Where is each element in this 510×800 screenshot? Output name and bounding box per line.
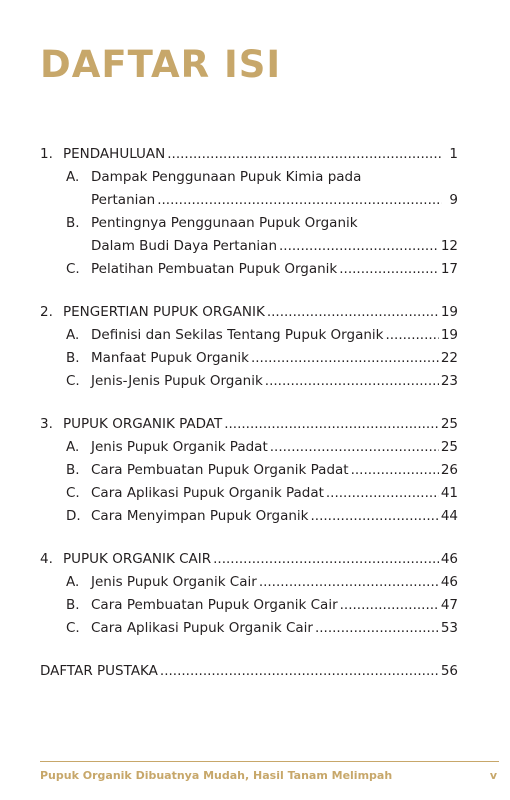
- toc-subsection-label: Cara Aplikasi Pupuk Organik Cair: [91, 620, 313, 636]
- toc-subsection-letter: A.: [66, 327, 80, 343]
- leader-dots: [340, 594, 439, 617]
- toc-subsection-3c[interactable]: [40, 482, 458, 505]
- toc-subsection-letter: A.: [66, 574, 80, 590]
- toc-page-number: 26: [440, 462, 458, 478]
- toc-page-number: 41: [440, 485, 458, 501]
- toc-page-number: 53: [440, 620, 458, 636]
- leader-dots: [315, 617, 439, 640]
- leader-dots: [326, 482, 439, 505]
- toc-subsection-label: Cara Pembuatan Pupuk Organik Cair: [91, 597, 338, 613]
- toc-subsection-letter: B.: [66, 462, 80, 478]
- toc-subsection-letter: B.: [66, 215, 80, 231]
- toc-subsection-2a[interactable]: [40, 324, 458, 347]
- toc-page-number: 1: [449, 146, 458, 162]
- toc-subsection-label: Jenis-Jenis Pupuk Organik: [91, 373, 263, 389]
- toc-section-label: PENDAHULUAN: [63, 146, 166, 162]
- toc-section-2[interactable]: [40, 301, 458, 324]
- toc-subsection-3a[interactable]: [40, 436, 458, 459]
- toc-subsection-4a[interactable]: [40, 571, 458, 594]
- toc-subsection-1b-cont[interactable]: [40, 235, 458, 258]
- toc-page-number: 19: [440, 304, 458, 320]
- leader-dots: [385, 324, 438, 347]
- toc-section-4[interactable]: [40, 548, 458, 571]
- toc-subsection-4c[interactable]: [40, 617, 458, 640]
- leader-dots: [259, 571, 439, 594]
- leader-dots: [311, 505, 439, 528]
- leader-dots: [339, 258, 439, 281]
- toc-subsection-label: Cara Menyimpan Pupuk Organik: [91, 508, 309, 524]
- toc-subsection-letter: C.: [66, 261, 80, 277]
- toc-page-number: 19: [440, 327, 458, 343]
- toc-subsection-3d[interactable]: [40, 505, 458, 528]
- leader-dots: [270, 436, 439, 459]
- toc-subsection-3b[interactable]: [40, 459, 458, 482]
- toc-page-number: 25: [440, 416, 458, 432]
- footer-book-title: Pupuk Organik Dibuatnya Mudah, Hasil Tanam Melimpah: [40, 769, 393, 782]
- toc-page-number: 46: [440, 551, 458, 567]
- leader-dots: [251, 347, 439, 370]
- toc-subsection-1c[interactable]: [40, 258, 458, 281]
- toc-page-number: 25: [440, 439, 458, 455]
- leader-dots: [265, 370, 439, 393]
- toc-subsection-letter: C.: [66, 373, 80, 389]
- toc-bibliography[interactable]: [40, 660, 458, 683]
- toc-subsection-4b[interactable]: [40, 594, 458, 617]
- toc-subsection-letter: C.: [66, 485, 80, 501]
- toc-subsection-label-cont: Pertanian: [91, 192, 156, 208]
- toc-subsection-label: Pelatihan Pembuatan Pupuk Organik: [91, 261, 338, 277]
- toc-subsection-label: Jenis Pupuk Organik Padat: [91, 439, 268, 455]
- toc-subsection-label: Pentingnya Penggunaan Pupuk Organik: [91, 215, 358, 231]
- toc-subsection-1a-cont[interactable]: [40, 189, 458, 212]
- toc-subsection-label-cont: Dalam Budi Daya Pertanian: [91, 238, 278, 254]
- footer-divider: [40, 761, 499, 762]
- toc-page-number: 23: [440, 373, 458, 389]
- leader-dots: [279, 235, 439, 258]
- toc-subsection-1a[interactable]: [40, 166, 458, 189]
- table-of-contents: [40, 143, 458, 683]
- footer-page-number: v: [489, 769, 497, 782]
- toc-subsection-letter: D.: [66, 508, 81, 524]
- leader-dots: [267, 301, 439, 324]
- toc-subsection-letter: C.: [66, 620, 80, 636]
- toc-section-number: 3.: [40, 416, 53, 432]
- toc-subsection-label: Dampak Penggunaan Pupuk Kimia pada: [91, 169, 362, 185]
- toc-subsection-letter: B.: [66, 597, 80, 613]
- toc-section-number: 1.: [40, 146, 53, 162]
- toc-page-number: 22: [440, 350, 458, 366]
- toc-section-number: 4.: [40, 551, 53, 567]
- toc-subsection-label: Cara Pembuatan Pupuk Organik Padat: [91, 462, 349, 478]
- leader-dots: [160, 660, 439, 683]
- leader-dots: [351, 459, 439, 482]
- leader-dots: [157, 189, 442, 212]
- toc-section-label: PENGERTIAN PUPUK ORGANIK: [63, 304, 265, 320]
- toc-subsection-letter: A.: [66, 169, 80, 185]
- toc-subsection-letter: A.: [66, 439, 80, 455]
- toc-subsection-2c[interactable]: [40, 370, 458, 393]
- toc-page-number: 44: [440, 508, 458, 524]
- toc-bibliography-label: DAFTAR PUSTAKA: [40, 663, 158, 679]
- leader-dots: [213, 548, 439, 571]
- leader-dots: [224, 413, 439, 436]
- toc-section-1[interactable]: [40, 143, 458, 166]
- toc-subsection-label: Cara Aplikasi Pupuk Organik Padat: [91, 485, 324, 501]
- toc-subsection-label: Jenis Pupuk Organik Cair: [91, 574, 257, 590]
- toc-page-number: 17: [440, 261, 458, 277]
- leader-dots: [167, 143, 442, 166]
- toc-page-number: 9: [449, 192, 458, 208]
- toc-section-label: PUPUK ORGANIK CAIR: [63, 551, 212, 567]
- toc-page-number: 47: [440, 597, 458, 613]
- toc-page-number: 12: [440, 238, 458, 254]
- toc-section-number: 2.: [40, 304, 53, 320]
- toc-subsection-letter: B.: [66, 350, 80, 366]
- toc-page-number: 56: [440, 663, 458, 679]
- toc-subsection-label: Manfaat Pupuk Organik: [91, 350, 249, 366]
- page-title: DAFTAR ISI: [40, 43, 282, 86]
- toc-subsection-1b[interactable]: [40, 212, 458, 235]
- toc-section-3[interactable]: [40, 413, 458, 436]
- toc-page-number: 46: [440, 574, 458, 590]
- toc-section-label: PUPUK ORGANIK PADAT: [63, 416, 223, 432]
- toc-subsection-label: Definisi dan Sekilas Tentang Pupuk Organik: [91, 327, 384, 343]
- toc-subsection-2b[interactable]: [40, 347, 458, 370]
